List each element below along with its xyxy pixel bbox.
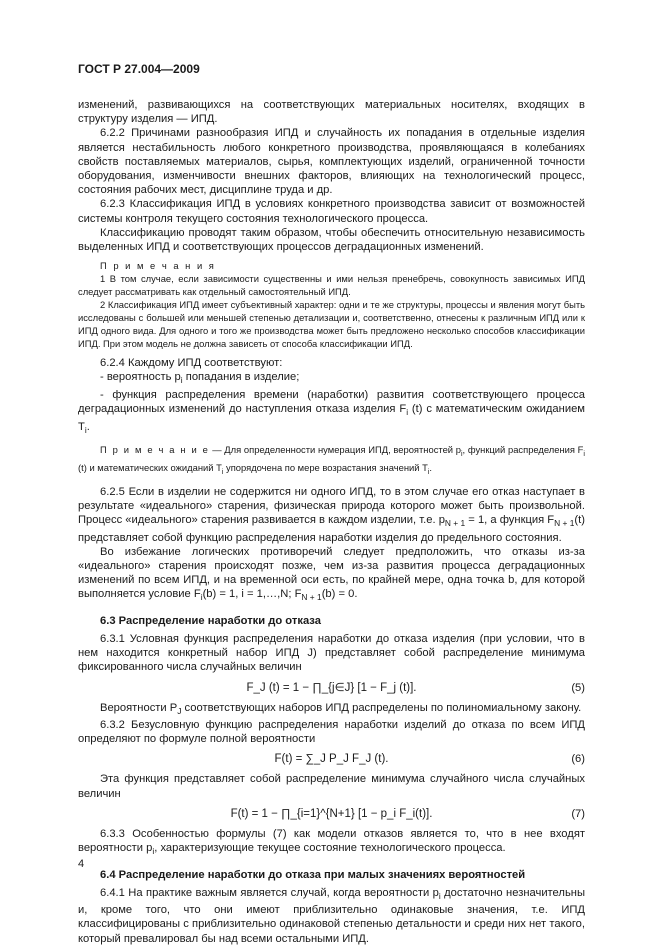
list-item: - функция распределения времени (наработки) развития соответствующего процесса деградационных изменений до наступления отказа изделия $F_i$ (t) с математическим ожиданием $T_i$. [78,388,585,435]
paragraph: Эта функция представляет собой распределение минимума случайного числа случайных величин [78,773,585,800]
paragraph: изменений, развивающихся на соответствующих материальных носителях, входящих в структуру изделия — ИПД. [78,99,585,126]
note-2: 2 Классификация ИПД имеет субъективный характер: одни и те же структуры, процессы и явления могут быть исследованы с большей или меньшей степенью детализации и, соответственно, отнесены к различным ИПД или к ИПД одного вида. Для одного и того же производства может быть предложено несколько способов классификации ИПД. При этом модель не должна зависеть от способа классификации ИПД. [78,299,585,350]
paragraph-6-4-1: 6.4.1 На практике важным является случай, когда вероятности $p_i$ достаточно незначительны и, кроме того, что они имеют приблизительно одинаковые значения, т.е. ИПД классифицированы с приблизительно одинаковой степенью детальности и среди них нет такого, который превалировал бы над всеми остальными ИПД. [78,886,585,945]
formula-text: F(t) = 1 − ∏_{i=1}^{N+1} [1 − p_i F_i(t)]. [230,807,433,820]
paragraph-6-3-1: 6.3.1 Условная функция распределения наработки до отказа изделия (при условии, что в нем находится конкретный набор ИПД J) представляет собой распределение минимума фиксированного числа случайных величин [78,633,585,674]
note-3: П р и м е ч а н и е — Для определенности нумерация ИПД, вероятностей $p_i$, функций распределения $F_i$ (t) и математических ожиданий $T_i$ упорядочена по мере возрастания значений $T_i$. [78,443,585,476]
notes-title: П р и м е ч а н и я [100,260,216,272]
page-number: 4 [78,858,85,870]
formula-text: F(t) = ∑_J P_J F_J (t). [274,753,389,766]
paragraph-6-2-5: 6.2.5 Если в изделии не содержится ни одного ИПД, то в этом случае его отказ наступает в результате «идеального» старения, физическая природа которого может быть произвольной. Процесс «идеального» старения развивается в каждом изделии, т.е. $p_{N + 1} = 1$, а функция $F_{N + 1}(t)$ представляет собой функцию распределения наработки изделия до предельного состояния. [78,485,585,544]
standard-title: ГОСТ Р 27.004—2009 [78,62,200,76]
paragraph-6-3-3: 6.3.3 Особенностью формулы (7) как модели отказов является то, что в нее входят вероятности $p_i$, характеризующие текущее состояние технологического процесса. [78,827,585,857]
paragraph-6-3-2: 6.3.2 Безусловную функцию распределения наработки изделий до отказа по всем ИПД определяют по формуле полной вероятности [78,719,585,746]
formula-number: (5) [571,681,585,694]
list-item: - вероятность $p_i$ попадания в изделие; [100,371,300,386]
section-heading-6-4: 6.4 Распределение наработки до отказа при малых значениях вероятностей [100,868,526,881]
formula-6 [78,746,585,772]
paragraph: Классификацию проводят таким образом, чтобы обеспечить относительную независимость выделенных ИПД и соответствующих процессов деградационных изменений. [78,226,585,254]
formula-number: (6) [571,753,585,766]
paragraph-6-2-4: 6.2.4 Каждому ИПД соответствуют: [100,357,283,370]
formula-text: F_J (t) = 1 − ∏_{j∈J} [1 − F_j (t)]. [246,681,417,694]
section-heading-6-3: 6.3 Распределение наработки до отказа [100,614,321,627]
paragraph: Вероятности $P_J$ соответствующих наборов ИПД распределены по полиномиальному закону. [100,701,582,716]
paragraph: Во избежание логических противоречий следует предположить, что отказы из-за «идеального» старения происходят позже, чем из-за развития процесса деградационных изменений по всем ИПД, и на временной оси есть, по крайней мере, одна точка b, для которой выполняется условие $F_i(b) = 1$, i = 1,…,N; $F_{N + 1}(b) = 0$. [78,545,585,603]
formula-5 [78,675,585,701]
paragraph-6-2-2: 6.2.2 Причинами разнообразия ИПД и случайность их попадания в отдельные изделия является нестабильность любого конкретного производства, проявляющаяся в колебаниях свойств поставляемых материалов, сырья, комплектующих изделий, ограниченной точности оборудования, изменчивости внешних факторов, влияющих на технологический процесс, состояния рабочих мест, дисциплине труда и др. [78,127,585,197]
note-1: 1 В том случае, если зависимости существенны и ими нельзя пренебречь, совокупность зависимых ИПД следует рассматривать как отдельный самостоятельный ИПД. [78,273,585,298]
formula-7 [78,801,585,827]
paragraph-6-2-3: 6.2.3 Классификация ИПД в условиях конкретного производства зависит от возможностей системы контроля текущего состояния технологического процесса. [78,198,585,225]
body-text [78,98,585,946]
formula-number: (7) [571,807,585,820]
